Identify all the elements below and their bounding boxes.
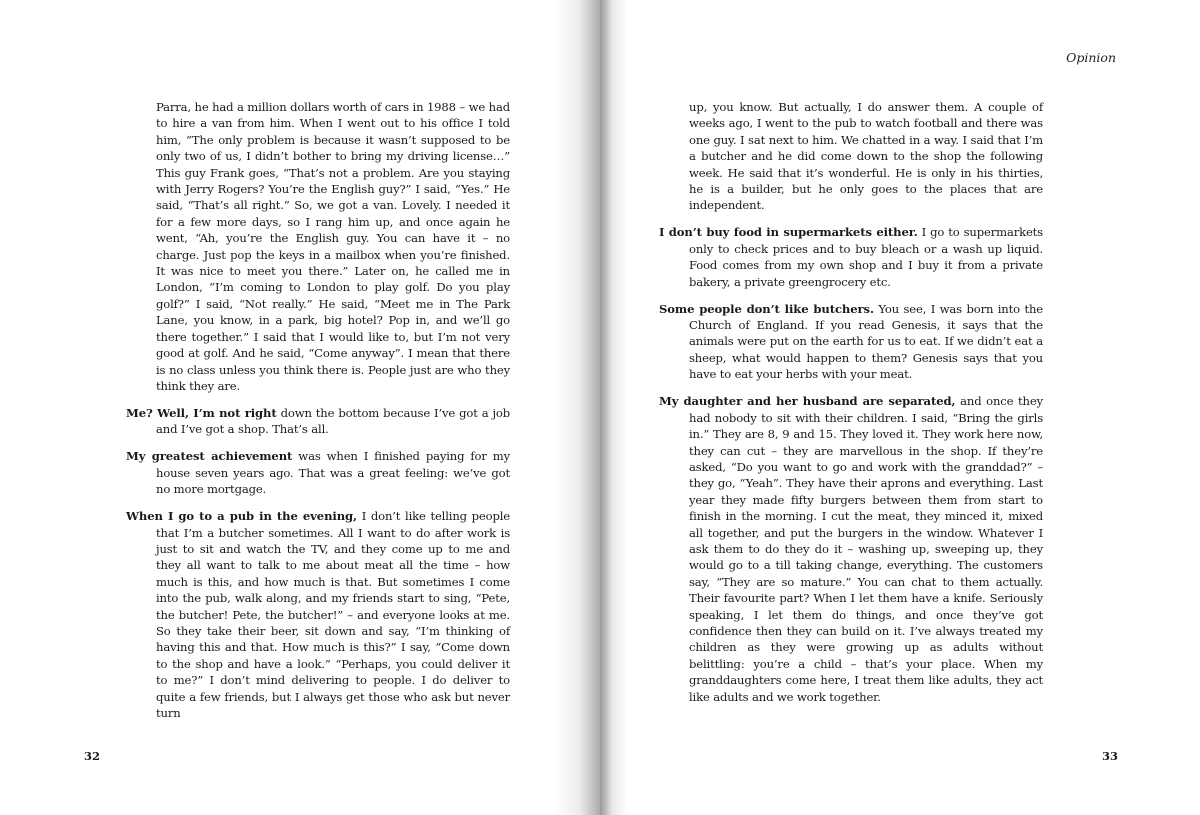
paragraph-text: down the bottom because I’ve got a job and I’ve got a shop. That’s all. bbox=[156, 405, 510, 437]
book-gutter-shadow-right bbox=[600, 0, 628, 815]
paragraph-text: up, you know. But actually, I do answer them. A couple of weeks ago, I went to the pub to watch football and there was one guy. I sat next to him. We chatted in a way. I said that I’m a butcher and he did come down to the shop the following week. He said that it’s wonderful. He is only in his thirties, he is a builder, but he only goes to the places that are independent. bbox=[689, 100, 1043, 213]
paragraph bbox=[659, 224, 1043, 290]
paragraph-lead: My greatest achievement bbox=[126, 449, 293, 464]
paragraph-continuation bbox=[659, 99, 1043, 214]
paragraph bbox=[126, 405, 510, 438]
paragraph-text: I go to supermarkets only to check prices and to buy bleach or a wash up liquid. Food comes from my own shop and I buy it from a private bakery, a private greengrocery etc. bbox=[689, 225, 1043, 289]
right-page-text-column bbox=[659, 99, 1043, 716]
left-page-text-column bbox=[126, 99, 510, 732]
running-head: Opinion bbox=[1066, 50, 1116, 65]
paragraph-lead: Some people don’t like butchers. bbox=[659, 301, 874, 316]
page-number-left: 32 bbox=[84, 749, 101, 763]
paragraph-lead: My daughter and her husband are separated, bbox=[659, 394, 956, 409]
book-gutter-shadow-left bbox=[555, 0, 600, 815]
paragraph-text: and once they had nobody to sit with their children. I said, “Bring the girls in.” They are 8, 9 and 15. They loved it. They work here now, they can cut – they are marvellous in the shop. If they’re asked, “Do you want to go and work with the granddad?” – they go, “Yeah”. They have their aprons and everything. Last year they made fifty burgers between them from start to finish in the morning. I cut the meat, they minced it, mixed all together, and put the burgers in the window. Whatever I ask them to do they do it – washing up, sweeping up, they would go to a till taking change, everything. The customers say, “They are so mature.” You can chat to them actually. Their favourite part? When I let them have a knife. Seriously speaking, I let them do things, and once they’ve got confidence then they can build on it. I’ve always treated my children as they were growing up as adults without belittling: you’re a child – that’s your place. When my granddaughters come here, I treat them like adults, they act like adults and we work together. bbox=[689, 394, 1043, 704]
paragraph-text: Parra, he had a million dollars worth of cars in 1988 – we had to hire a van from him. When I went out to his office I told him, “The only problem is because it wasn’t supposed to be only two of us, I didn’t bother to bring my driving license…” This guy Frank goes, “That’s not a problem. Are you staying with Jerry Rogers? You’re the English guy?” I said, “Yes.” He said, “That’s all right.” So, we got a van. Lovely. I needed it for a few more days, so I rang him up, and once again he went, “Ah, you’re the English guy. You can have it – no charge. Just pop the keys in a mailbox when you’re finished. It was nice to meet you there.” Later on, he called me in London, “I’m coming to London to play golf. Do you play golf?” I said, “Not really.” He said, “Meet me in The Park Lane, you know, in a park, big hotel? Pop in, and we’ll go there together.” I said that I would like to, but I’m not very good at golf. And he said, “Come anyway”. I mean that there is no class unless you think there is. People just are who they think they are. bbox=[156, 100, 510, 393]
paragraph-text: was when I finished paying for my house seven years ago. That was a great feeling: we’ve got no more mortgage. bbox=[156, 449, 510, 497]
page-number-right: 33 bbox=[1102, 749, 1119, 763]
paragraph bbox=[126, 448, 510, 497]
paragraph-lead: I don’t buy food in supermarkets either. bbox=[659, 225, 918, 240]
paragraph bbox=[659, 301, 1043, 383]
paragraph-lead: Me? Well, I’m not right bbox=[126, 405, 277, 420]
paragraph bbox=[659, 393, 1043, 705]
paragraph-continuation bbox=[126, 99, 510, 394]
paragraph-text: You see, I was born into the Church of England. If you read Genesis, it says that the animals were put on the earth for us to eat. If we didn’t eat a sheep, what would happen to them? Genesis says that you have to eat your herbs with your meat. bbox=[689, 301, 1043, 382]
paragraph-lead: When I go to a pub in the evening, bbox=[126, 509, 357, 524]
paragraph bbox=[126, 508, 510, 721]
paragraph-text: I don’t like telling people that I’m a butcher sometimes. All I want to do after work is just to sit and watch the TV, and they come up to me and they all want to talk to me about meat all the time – how much is this, and how much is that. But sometimes I come into the pub, walk along, and my friends start to sing, “Pete, the butcher! Pete, the butcher!” – and everyone looks at me. So they take their beer, sit down and say, “I’m thinking of having this and that. How much is this?” I say, “Come down to the shop and have a look.” “Perhaps, you could deliver it to me?” I don’t mind delivering to people. I do deliver to quite a few friends, but I always get those who ask but never turn bbox=[156, 509, 510, 720]
